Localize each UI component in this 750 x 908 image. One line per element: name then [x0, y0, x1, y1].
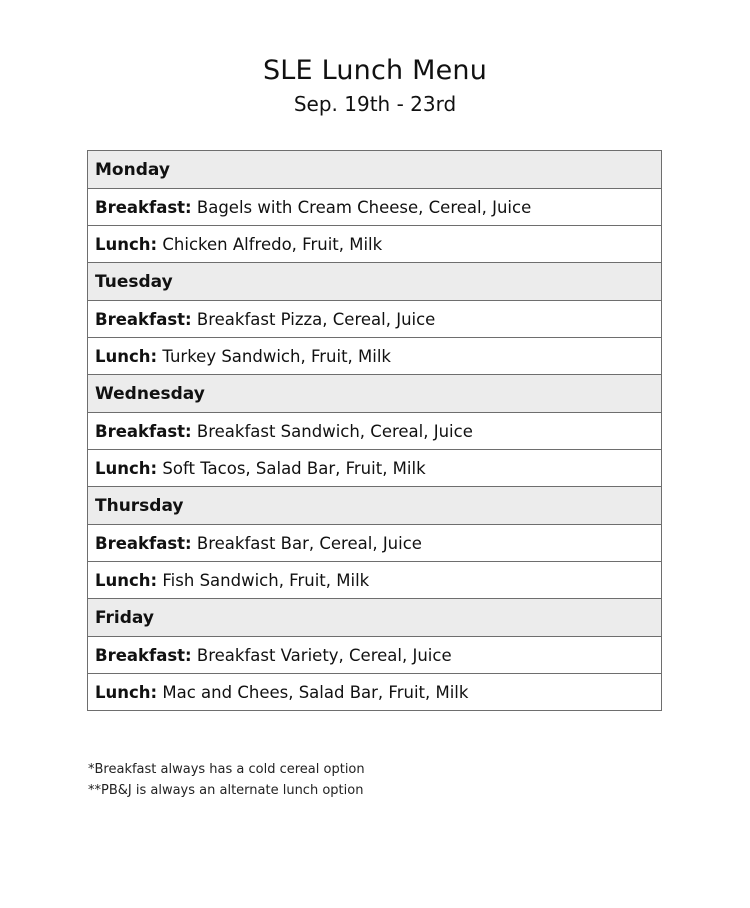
lunch-cell [88, 450, 662, 487]
lunch-label: Lunch: [95, 570, 158, 590]
breakfast-label: Breakfast: [95, 421, 192, 441]
breakfast-row [88, 413, 662, 450]
lunch-items: Mac and Chees, Salad Bar, Fruit, Milk [162, 682, 469, 702]
menu-title: SLE Lunch Menu [262, 55, 488, 86]
lunch-cell [88, 674, 662, 711]
lunch-cell [88, 338, 662, 375]
lunch-label: Lunch: [95, 346, 158, 366]
footnotes [88, 759, 365, 801]
breakfast-cell [88, 525, 662, 562]
day-header-row [88, 599, 662, 637]
breakfast-items: Breakfast Sandwich, Cereal, Juice [196, 421, 473, 441]
breakfast-row [88, 189, 662, 226]
footnote-breakfast: *Breakfast always has a cold cereal option [88, 762, 365, 777]
breakfast-label: Breakfast: [95, 197, 192, 217]
breakfast-cell [88, 637, 662, 674]
day-header-row [88, 151, 662, 189]
lunch-label: Lunch: [95, 234, 158, 254]
menu-table [87, 150, 662, 711]
lunch-row [88, 450, 662, 487]
breakfast-items: Bagels with Cream Cheese, Cereal, Juice [196, 197, 532, 217]
breakfast-row [88, 525, 662, 562]
lunch-row [88, 674, 662, 711]
breakfast-cell [88, 301, 662, 338]
lunch-label: Lunch: [95, 458, 158, 478]
day-name: Wednesday [88, 375, 662, 413]
breakfast-items: Breakfast Variety, Cereal, Juice [196, 645, 452, 665]
lunch-cell [88, 226, 662, 263]
lunch-items: Chicken Alfredo, Fruit, Milk [162, 234, 383, 254]
breakfast-label: Breakfast: [95, 645, 192, 665]
breakfast-label: Breakfast: [95, 309, 192, 329]
lunch-items: Soft Tacos, Salad Bar, Fruit, Milk [162, 458, 426, 478]
lunch-cell [88, 562, 662, 599]
lunch-row [88, 562, 662, 599]
breakfast-row [88, 637, 662, 674]
date-range: Sep. 19th - 23rd [293, 92, 457, 116]
lunch-row [88, 338, 662, 375]
lunch-items: Turkey Sandwich, Fruit, Milk [162, 346, 391, 366]
day-header-row [88, 487, 662, 525]
breakfast-cell [88, 189, 662, 226]
lunch-row [88, 226, 662, 263]
day-header-row [88, 375, 662, 413]
lunch-items: Fish Sandwich, Fruit, Milk [162, 570, 370, 590]
day-name: Tuesday [88, 263, 662, 301]
day-header-row [88, 263, 662, 301]
breakfast-items: Breakfast Bar, Cereal, Juice [196, 533, 422, 553]
breakfast-cell [88, 413, 662, 450]
day-name: Monday [88, 151, 662, 189]
day-name: Friday [88, 599, 662, 637]
footnote-lunch: **PB&J is always an alternate lunch option [88, 783, 364, 798]
lunch-label: Lunch: [95, 682, 158, 702]
breakfast-items: Breakfast Pizza, Cereal, Juice [196, 309, 436, 329]
breakfast-row [88, 301, 662, 338]
breakfast-label: Breakfast: [95, 533, 192, 553]
day-name: Thursday [88, 487, 662, 525]
